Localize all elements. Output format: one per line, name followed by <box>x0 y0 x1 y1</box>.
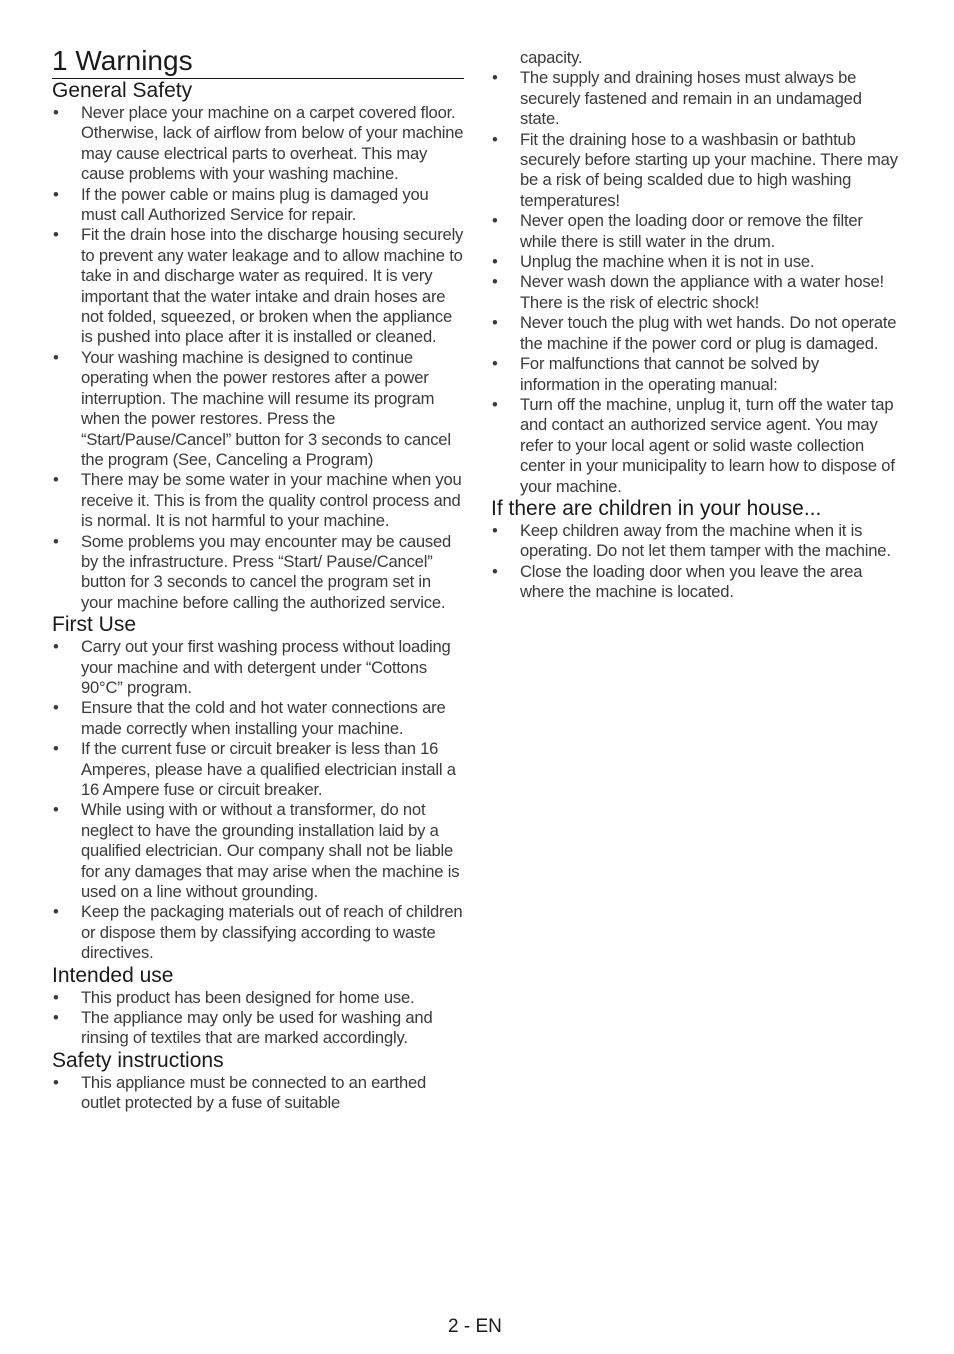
list-item-text: The supply and draining hoses must always be securely fastened and remain in an undamaged state. <box>520 68 862 129</box>
bullet-icon: • <box>492 520 498 540</box>
bullet-icon: • <box>492 272 498 292</box>
list-item-text: Never wash down the appliance with a water hose! There is the risk of electric shock! <box>520 272 884 312</box>
list-item-text: Turn off the machine, unplug it, turn off the water tap and contact an authorized service agent. You may refer to your local agent or solid waste collection center in your municipality to learn how to dispose of your machine. <box>520 394 895 496</box>
list-item <box>52 185 464 226</box>
list-item <box>52 225 464 347</box>
bullet-icon: • <box>53 225 59 245</box>
section-heading: First Use <box>52 613 136 637</box>
list-item <box>52 348 464 470</box>
page-title: 1 Warnings <box>52 44 464 79</box>
bullet-icon: • <box>492 354 498 374</box>
list-item-text: Never touch the plug with wet hands. Do not operate the machine if the power cord or plug is damaged. <box>520 313 897 353</box>
bullet-list <box>491 68 903 497</box>
section-heading: Safety instructions <box>52 1048 224 1072</box>
list-item <box>52 1008 464 1049</box>
list-item-text: Close the loading door when you leave the area where the machine is located. <box>520 561 863 602</box>
list-item-text: Never place your machine on a carpet covered floor. Otherwise, lack of airflow from below of your machine may cause electrical parts to overheat. This may cause problems with your washing machine. <box>81 103 464 184</box>
bullet-icon: • <box>53 1008 59 1028</box>
list-item <box>52 532 464 614</box>
list-item-text: For malfunctions that cannot be solved by information in the operating manual: <box>520 354 819 394</box>
list-item <box>52 739 464 800</box>
list-item <box>52 698 464 739</box>
list-item <box>491 252 903 272</box>
list-item-text: Your washing machine is designed to continue operating when the power restores after a power interruption. The machine will resume its program when the power restores. Press the “Start/Pause/Cancel” button for 3 seconds to cancel the program (See, Canceling a Program) <box>81 347 451 469</box>
section-heading: If there are children in your house... <box>491 496 822 520</box>
page-number: 2 - EN <box>448 1316 502 1337</box>
bullet-list <box>52 103 464 613</box>
right-sections <box>491 68 903 602</box>
bullet-icon: • <box>492 394 498 414</box>
list-item-text: There may be some water in your machine when you receive it. This is from the quality control process and is normal. It is not harmful to your machine. <box>81 470 462 531</box>
list-item-text: This product has been designed for home use. <box>81 987 415 1007</box>
list-item <box>52 902 464 963</box>
list-item <box>52 637 464 698</box>
list-item <box>52 800 464 902</box>
continued-text: capacity. <box>520 48 583 67</box>
bullet-icon: • <box>53 470 59 490</box>
section-heading: General Safety <box>52 79 193 102</box>
list-item-text: Fit the drain hose into the discharge housing securely to prevent any water leakage and to allow machine to take in and discharge water as required. It is very important that the water intake and drain hoses are not folded, squeezed, or broken when the appliance is pushed into place after it is installed or cleaned. <box>81 225 464 347</box>
left-column <box>52 44 464 1114</box>
list-item-text: Ensure that the cold and hot water connections are made correctly when installing your machine. <box>81 698 446 738</box>
right-column <box>491 48 903 603</box>
bullet-icon: • <box>53 739 59 759</box>
bullet-icon: • <box>53 103 59 122</box>
list-item <box>52 988 464 1008</box>
list-item <box>52 470 464 531</box>
list-item <box>52 103 464 185</box>
list-item-text: This appliance must be connected to an earthed outlet protected by a fuse of suitable <box>81 1072 427 1113</box>
bullet-list <box>491 521 903 603</box>
bullet-icon: • <box>53 800 59 820</box>
list-item <box>491 562 903 603</box>
bullet-icon: • <box>53 1072 59 1092</box>
list-item-text: Some problems you may encounter may be caused by the infrastructure. Press “Start/ Pause/Cancel” button for 3 seconds to cancel the program set in your machine before calling the authorized service. <box>81 531 452 612</box>
bullet-list <box>52 1073 464 1114</box>
bullet-icon: • <box>53 698 59 718</box>
list-item-text: The appliance may only be used for washing and rinsing of textiles that are marked accordingly. <box>81 1008 433 1048</box>
list-item <box>491 211 903 252</box>
list-item <box>491 130 903 212</box>
list-item-text: If the power cable or mains plug is damaged you must call Authorized Service for repair. <box>81 184 429 225</box>
list-item-text: Unplug the machine when it is not in use. <box>520 252 815 272</box>
bullet-icon: • <box>53 184 59 204</box>
list-item-text: Keep the packaging materials out of reach of children or dispose them by classifying according to waste directives. <box>81 902 463 963</box>
list-item <box>491 272 903 313</box>
bullet-list <box>52 988 464 1049</box>
list-item-text: Carry out your first washing process without loading your machine and with detergent under “Cottons 90°C” program. <box>81 637 451 697</box>
left-sections <box>52 79 464 1114</box>
list-item <box>491 395 903 497</box>
bullet-icon: • <box>53 902 59 922</box>
list-item <box>491 68 903 129</box>
list-item-text: Fit the draining hose to a washbasin or bathtub securely before starting up your machine. There may be a risk of being scalded due to high washing temperatures! <box>520 129 898 210</box>
list-item-text: If the current fuse or circuit breaker is less than 16 Amperes, please have a qualified electrician install a 16 Ampere fuse or circuit breaker. <box>81 739 456 799</box>
bullet-icon: • <box>492 252 498 272</box>
section-heading: Intended use <box>52 963 174 987</box>
list-item <box>491 354 903 395</box>
bullet-icon: • <box>492 129 498 149</box>
bullet-icon: • <box>53 531 59 551</box>
bullet-icon: • <box>53 987 59 1007</box>
bullet-icon: • <box>53 637 59 657</box>
bullet-icon: • <box>492 561 498 581</box>
bullet-list <box>52 637 464 964</box>
list-item-text: Keep children away from the machine when it is operating. Do not let them tamper with the machine. <box>520 520 891 561</box>
list-item <box>52 1073 464 1114</box>
bullet-icon: • <box>53 347 59 367</box>
bullet-icon: • <box>492 68 498 88</box>
list-item <box>491 313 903 354</box>
list-item <box>491 521 903 562</box>
bullet-icon: • <box>492 211 498 231</box>
list-item-text: While using with or without a transformer, do not neglect to have the grounding installation laid by a qualified electrician. Our company shall not be liable for any damages that may arise when the machine is used on a line without grounding. <box>81 800 460 902</box>
list-item-text: Never open the loading door or remove the filter while there is still water in the drum. <box>520 211 863 251</box>
bullet-icon: • <box>492 313 498 333</box>
